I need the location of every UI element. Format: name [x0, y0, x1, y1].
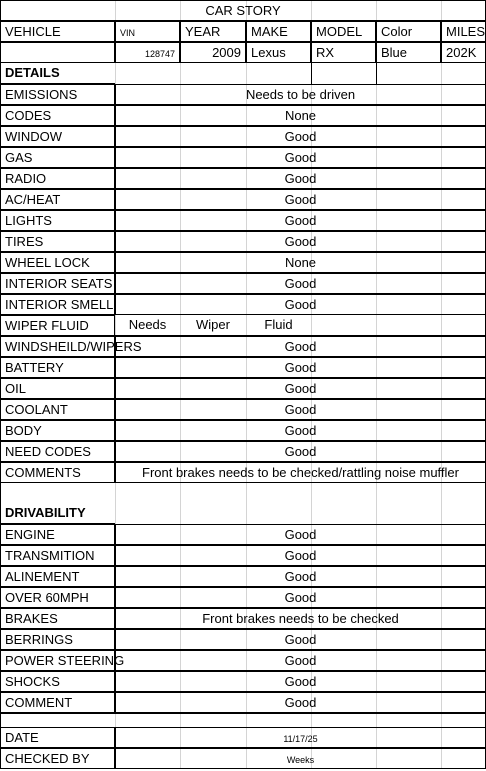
date-label: DATE [0, 727, 115, 748]
row-label: ENGINE [0, 524, 115, 545]
row-value: Good [115, 671, 486, 692]
row-value-part: Needs [115, 315, 180, 336]
row-label: RADIO [0, 168, 115, 189]
table-row [0, 273, 486, 294]
table-row [0, 399, 486, 420]
row-value-part: Fluid [246, 315, 311, 336]
row-value: Good [115, 378, 486, 399]
row-label: WIPER FLUID [0, 315, 115, 336]
empty-cell [180, 63, 246, 84]
table-row [0, 357, 486, 378]
row-label: CODES [0, 105, 115, 126]
miles-header: MILES [441, 21, 486, 42]
row-label: COOLANT [0, 399, 115, 420]
empty-cell [311, 315, 376, 336]
empty-cell [441, 483, 486, 504]
vin-header: VIN [115, 21, 180, 42]
row-value: Good [115, 126, 486, 147]
date-row [0, 727, 486, 748]
row-value: Good [115, 566, 486, 587]
row-value: Good [115, 420, 486, 441]
table-row [0, 462, 486, 483]
table-row [0, 252, 486, 273]
row-label: WINDOW [0, 126, 115, 147]
table-row [0, 126, 486, 147]
row-value: Good [115, 692, 486, 713]
row-value: Good [115, 524, 486, 545]
row-value: Good [115, 357, 486, 378]
row-label: OIL [0, 378, 115, 399]
table-row [0, 210, 486, 231]
vehicle-values-row [0, 42, 486, 63]
empty-cell [246, 503, 311, 524]
row-value: Good [115, 545, 486, 566]
row-label: WINDSHEILD/WIPERS [0, 336, 115, 357]
row-value: Good [115, 650, 486, 671]
row-value-part: Wiper [180, 315, 246, 336]
table-row [0, 378, 486, 399]
row-label: COMMENT [0, 692, 115, 713]
row-label: INTERIOR SMELL [0, 294, 115, 315]
row-value: None [115, 105, 486, 126]
empty-cell [311, 483, 376, 504]
table-row [0, 545, 486, 566]
row-label: POWER STEERING [0, 650, 115, 671]
vehicle-label: VEHICLE [0, 21, 115, 42]
table-row [0, 420, 486, 441]
make-header: MAKE [246, 21, 311, 42]
empty-cell [180, 503, 246, 524]
row-label: ALINEMENT [0, 566, 115, 587]
row-label: LIGHTS [0, 210, 115, 231]
empty-cell [180, 483, 246, 504]
empty-cell [376, 503, 441, 524]
row-value: Good [115, 587, 486, 608]
row-value: Good [115, 294, 486, 315]
table-row [0, 336, 486, 357]
table-row [0, 608, 486, 629]
row-value: Good [115, 231, 486, 252]
drivability-heading: DRIVABILITY [0, 503, 115, 524]
model-header: MODEL [311, 21, 376, 42]
table-row [0, 692, 486, 713]
row-label: BERRINGS [0, 629, 115, 650]
vehicle-header-row [0, 21, 486, 42]
empty-cell [246, 63, 311, 84]
details-heading-row [0, 63, 486, 84]
empty-cell [115, 503, 180, 524]
empty-cell [376, 315, 441, 336]
year-header: YEAR [180, 21, 246, 42]
checked-by-value: Weeks [115, 748, 486, 769]
row-label: BRAKES [0, 608, 115, 629]
table-row [0, 524, 486, 545]
miles-value: 202K [441, 42, 486, 63]
make-value: Lexus [246, 42, 311, 63]
table-row [0, 587, 486, 608]
page-title: CAR STORY [0, 0, 486, 21]
title-row [0, 0, 486, 21]
table-row [0, 168, 486, 189]
row-label: INTERIOR SEATS [0, 273, 115, 294]
table-row [0, 315, 486, 336]
row-value: Good [115, 273, 486, 294]
table-row [0, 671, 486, 692]
row-value: Good [115, 147, 486, 168]
row-label: OVER 60MPH [0, 587, 115, 608]
table-row [0, 189, 486, 210]
row-value: Good [115, 399, 486, 420]
row-label: TRANSMITION [0, 545, 115, 566]
empty-cell [376, 63, 441, 84]
drivability-heading-row [0, 503, 486, 524]
table-row [0, 105, 486, 126]
vin-value: 128747 [115, 42, 180, 63]
row-value: Good [115, 336, 486, 357]
empty-cell [246, 483, 311, 504]
year-value: 2009 [180, 42, 246, 63]
row-value: None [115, 252, 486, 273]
row-value: Good [115, 629, 486, 650]
row-value: Good [115, 210, 486, 231]
checked-by-label: CHECKED BY [0, 748, 115, 769]
row-label: BODY [0, 420, 115, 441]
empty-cell [115, 63, 180, 84]
checked-by-row [0, 748, 486, 769]
table-row [0, 629, 486, 650]
row-value: Needs to be driven [115, 84, 486, 105]
color-value: Blue [376, 42, 441, 63]
empty-cell [376, 483, 441, 504]
vehicle-blank [0, 42, 115, 63]
row-value: Good [115, 168, 486, 189]
row-label: COMMENTS [0, 462, 115, 483]
details-heading: DETAILS [0, 63, 115, 84]
row-label: EMISSIONS [0, 84, 115, 105]
empty-cell [441, 503, 486, 524]
model-value: RX [311, 42, 376, 63]
row-label: WHEEL LOCK [0, 252, 115, 273]
row-value: Front brakes needs to be checked [115, 608, 486, 629]
row-label: GAS [0, 147, 115, 168]
row-label: BATTERY [0, 357, 115, 378]
empty-cell [441, 63, 486, 84]
empty-cell [441, 315, 486, 336]
spacer-row [0, 483, 486, 504]
row-label: SHOCKS [0, 671, 115, 692]
row-value: Front brakes needs to be checked/rattling noise muffler [115, 462, 486, 483]
empty-cell [0, 483, 115, 504]
row-label: TIRES [0, 231, 115, 252]
empty-cell [311, 63, 376, 84]
empty-cell [115, 483, 180, 504]
table-row [0, 441, 486, 462]
table-row [0, 231, 486, 252]
date-value: 11/17/25 [115, 727, 486, 748]
color-header: Color [376, 21, 441, 42]
table-row [0, 147, 486, 168]
empty-cell [311, 503, 376, 524]
row-value: Good [115, 189, 486, 210]
table-row [0, 294, 486, 315]
table-row [0, 84, 486, 105]
table-row [0, 566, 486, 587]
row-label: AC/HEAT [0, 189, 115, 210]
table-row [0, 650, 486, 671]
row-label: NEED CODES [0, 441, 115, 462]
row-value: Good [115, 441, 486, 462]
